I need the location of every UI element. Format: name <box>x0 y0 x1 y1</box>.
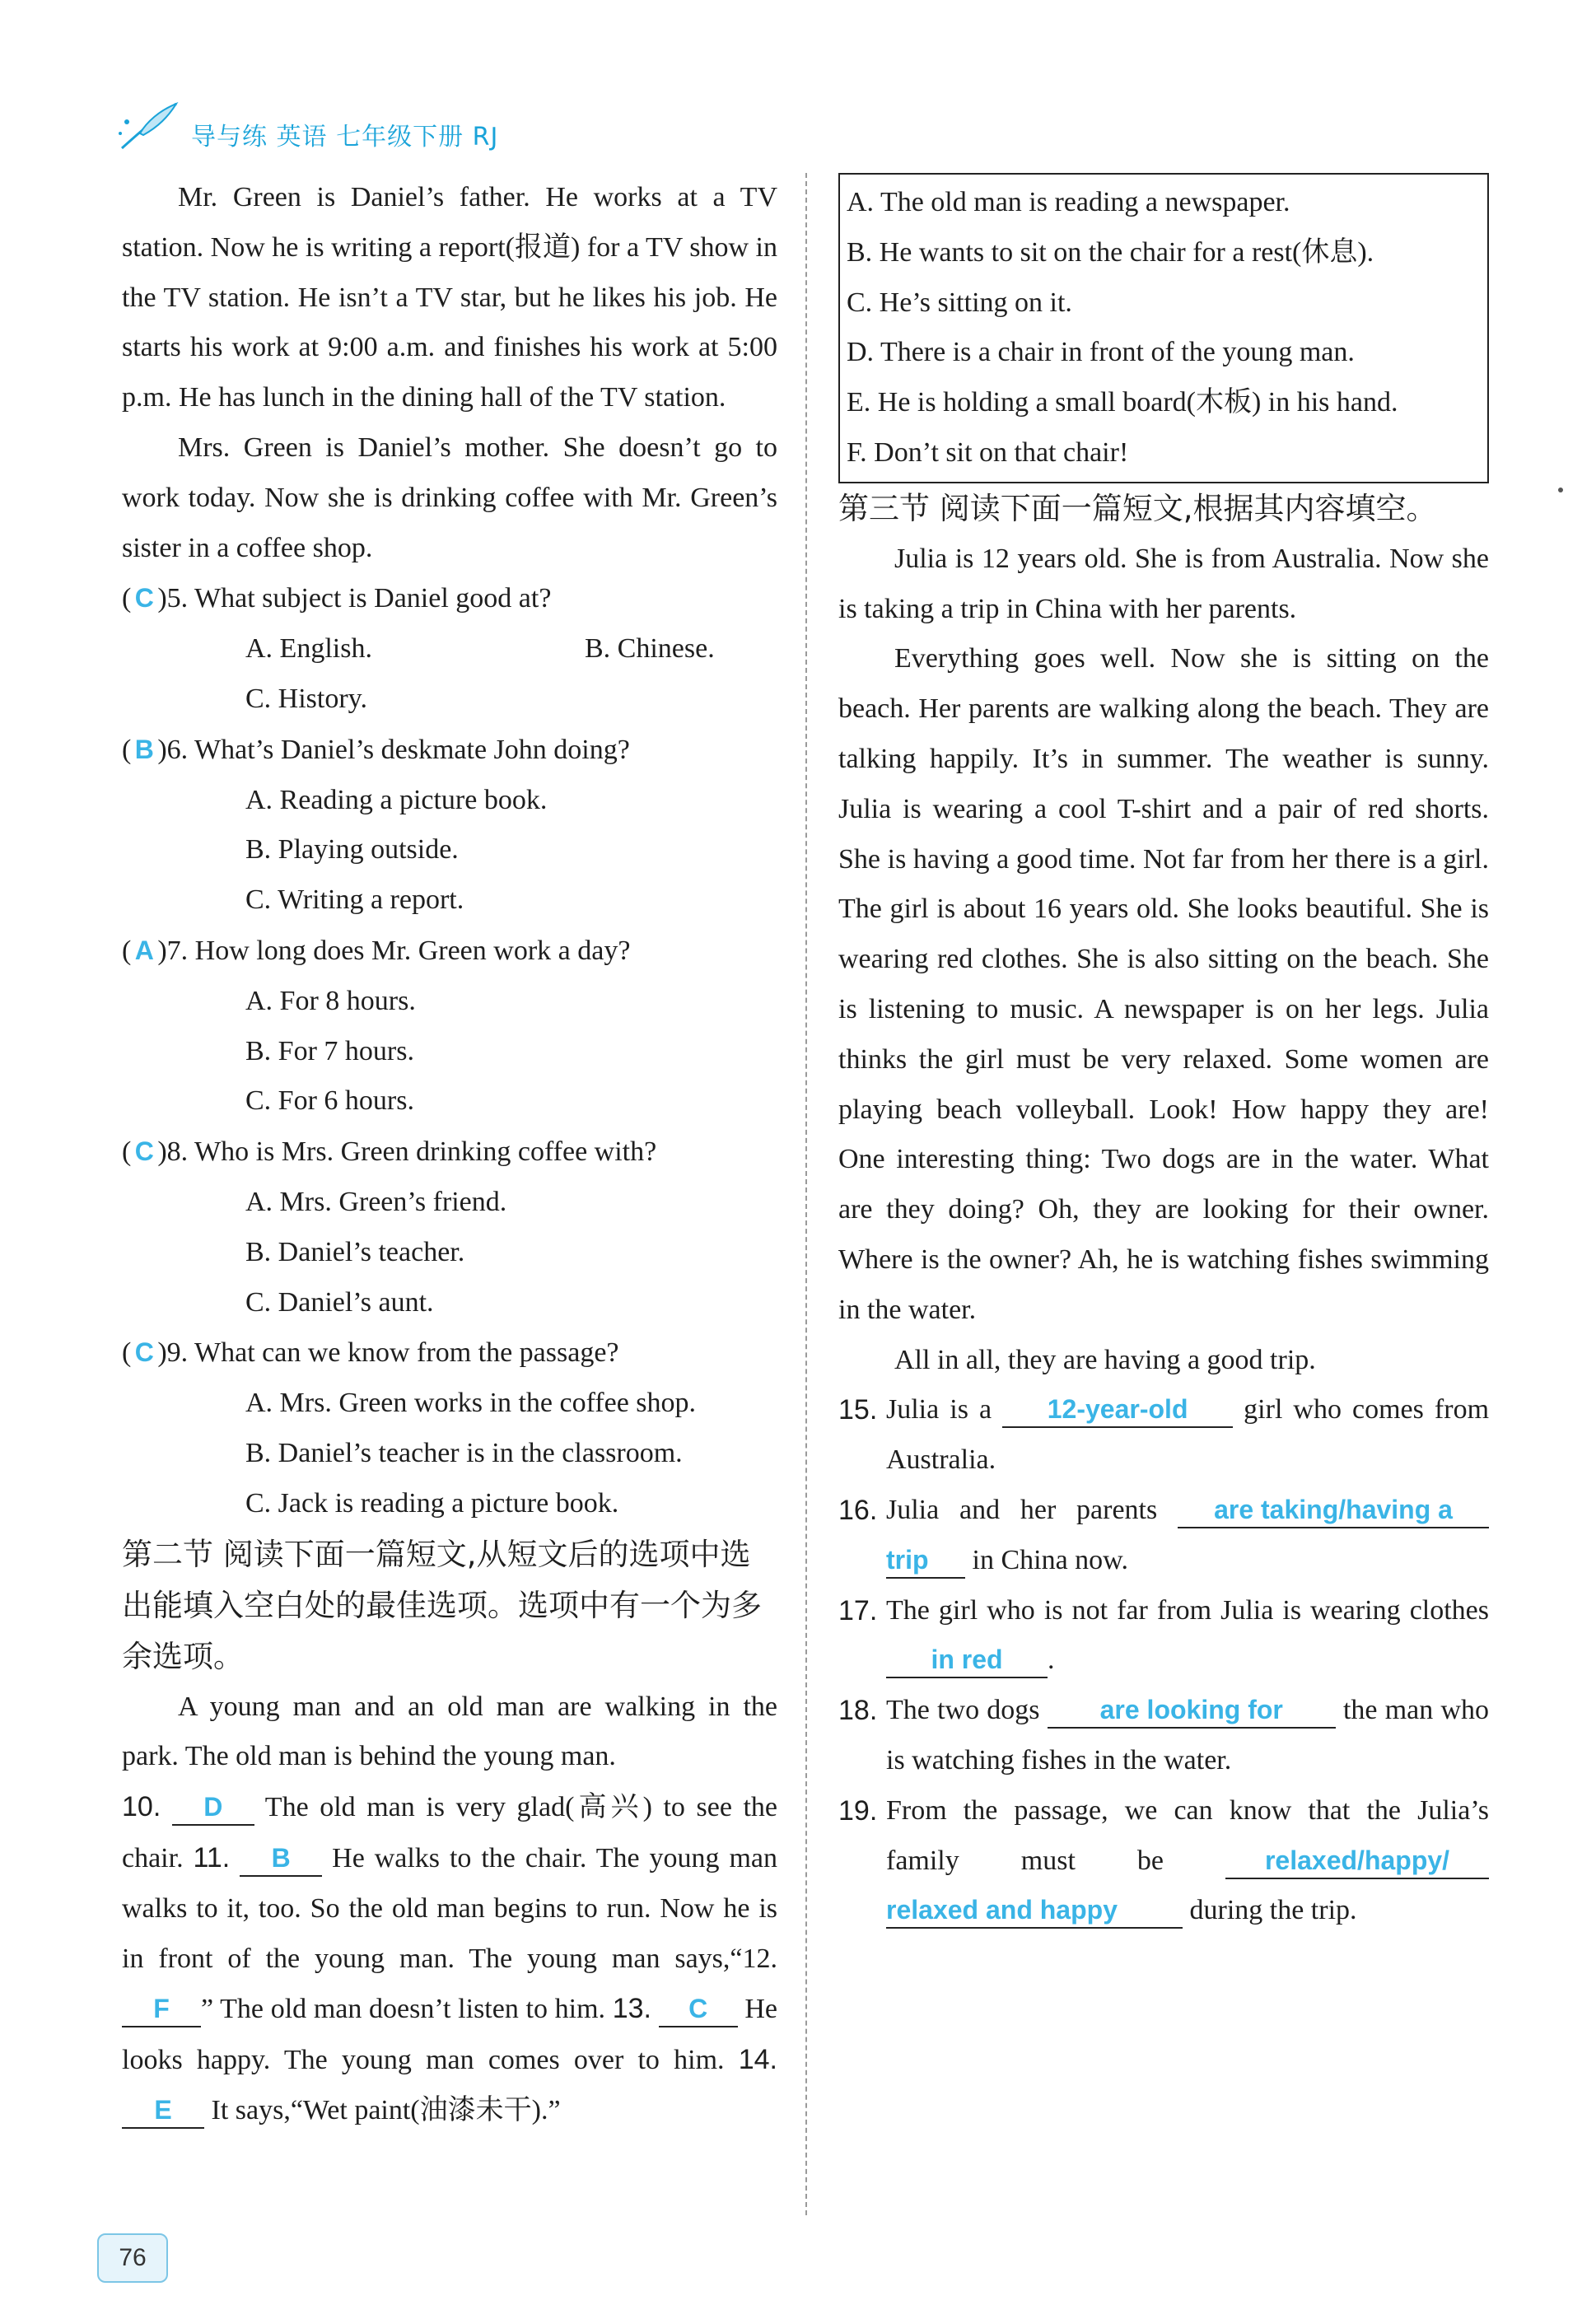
answer-blank: D <box>172 1790 254 1826</box>
question-7: ( A )7. How long does Mr. Green work a day? <box>122 926 777 977</box>
answer-blank: are looking for <box>1048 1693 1336 1729</box>
answer-blank: C <box>659 1992 738 2027</box>
option: A. For 8 hours. <box>245 985 416 1016</box>
answer-blank: F <box>122 1992 201 2027</box>
answer-blank: relaxed and happy <box>886 1893 1183 1929</box>
question-9: ( C )9. What can we know from the passage? <box>122 1327 777 1379</box>
option: B. He wants to sit on the chair for a rest(休息). <box>847 236 1374 268</box>
options-box <box>838 173 1489 483</box>
margin-dot <box>1558 488 1563 492</box>
option: D. There is a chair in front of the young man. <box>847 337 1355 368</box>
question-17: 17. The girl who is not far from Julia is wearing clothes in red . <box>838 1586 1489 1687</box>
option: C. History. <box>245 683 367 714</box>
section-3-heading: 第三节 阅读下面一篇短文,根据其内容填空。 <box>838 490 1437 526</box>
option: A. Mrs. Green works in the coffee shop. <box>245 1388 697 1419</box>
option: B. Daniel’s teacher. <box>245 1236 465 1267</box>
option: C. He’s sitting on it. <box>847 287 1072 318</box>
question-15: 15. Julia is a 12-year-old girl who comes from Australia. <box>838 1394 1490 1476</box>
answer-mark: A <box>134 935 154 965</box>
question-8: ( C )8. Who is Mrs. Green drinking coffee with? <box>122 1127 777 1178</box>
answer-mark: B <box>134 734 154 764</box>
answer-mark: C <box>134 1136 154 1167</box>
question-6: ( B )6. What’s Daniel’s deskmate John doing? <box>122 725 777 776</box>
section-2-heading: 第二节 阅读下面一篇短文,从短文后的选项中选出能填入空白处的最佳选项。选项中有一个为多余选项。 <box>122 1536 762 1674</box>
question-16: 16. Julia and her parents are taking/having a trip in China now. <box>838 1486 1489 1586</box>
options-row: A. English. B. Chinese. <box>245 633 715 665</box>
option: C. Jack is reading a picture book. <box>245 1487 619 1519</box>
option: A. Mrs. Green’s friend. <box>245 1186 507 1217</box>
answer-blank: trip <box>886 1543 965 1579</box>
answer-blank: 12-year-old <box>1002 1393 1233 1428</box>
header-title: 导与练 英语 七年级下册 RJ <box>191 123 499 152</box>
left-column <box>122 173 777 2136</box>
option: B. Daniel’s teacher is in the classroom. <box>245 1437 683 1468</box>
option: C. Writing a report. <box>245 884 464 916</box>
option: E. He is holding a small board(木板) in his hand. <box>847 387 1398 418</box>
column-divider <box>805 173 807 2215</box>
page-number: 76 <box>97 2233 168 2283</box>
passage-paragraph: Mrs. Green is Daniel’s mother. She doesn’t go to work today. Now she is drinking coffee with Mr. Green’s sister in a coffee shop. <box>122 432 777 563</box>
answer-blank: in red <box>886 1643 1048 1678</box>
passage-paragraph: Mr. Green is Daniel’s father. He works at a TV station. Now he is writing a report(报道) for a TV show in the TV station. He isn’t a TV star, but he likes his job. He starts his work at 9:00 a.m. and finishes his work at 5:00 p.m. He has lunch in the dining hall of the TV station. <box>122 182 777 413</box>
option: B. Playing outside. <box>245 834 459 866</box>
answer-mark: C <box>134 583 154 614</box>
answer-blank: are taking/having a <box>1178 1493 1489 1528</box>
answer-blank: relaxed/happy/ <box>1225 1844 1489 1879</box>
option: C. For 6 hours. <box>245 1085 414 1117</box>
question-19: 19. From the passage, we can know that the Julia’s family must be relaxed/happy/ relaxed and happy during the trip. <box>838 1786 1489 1936</box>
passage-paragraph: Julia is 12 years old. She is from Australia. Now she is taking a trip in China with her parents. <box>838 543 1489 624</box>
question-18: 18. The two dogs are looking for the man who is watching fishes in the water. <box>838 1695 1490 1775</box>
answer-mark: C <box>134 1337 154 1368</box>
right-column <box>838 173 1489 1936</box>
question-5: ( C )5. What subject is Daniel good at? <box>122 573 777 624</box>
answer-blank: B <box>240 1841 322 1877</box>
cloze-text: 10. D The old man is very glad(高兴) to see the chair. 11. B He walks to the chair. The young man walks to it, too. So the old man begins to run. Now he is in front of the young man. The young man says,“12. F ” The old man doesn’t listen to him. 13. C He looks happy. The young man comes over to him. 14. E It says,“Wet paint(油漆未干).” <box>122 1782 777 2136</box>
option: F. Don’t sit on that chair! <box>847 436 1129 468</box>
option: A. The old man is reading a newspaper. <box>847 187 1290 217</box>
passage-paragraph: A young man and an old man are walking in the park. The old man is behind the young man. <box>122 1691 777 1772</box>
answer-blank: E <box>122 2093 204 2129</box>
option: C. Daniel’s aunt. <box>245 1286 434 1318</box>
option: A. Reading a picture book. <box>245 784 548 815</box>
passage-paragraph: All in all, they are having a good trip. <box>894 1344 1316 1375</box>
page-header <box>115 114 498 155</box>
option: B. For 7 hours. <box>245 1035 414 1066</box>
passage-paragraph: Everything goes well. Now she is sitting on the beach. Her parents are walking along the beach. They are talking happily. It’s in summer. The weather is sunny. Julia is wearing a cool T-shirt and a pair of red shorts. She is having a good time. Not far from her there is a girl. The girl is about 16 years old. She looks beautiful. She is wearing red clothes. She is also sitting on the beach. She is listening to music. A newspaper is on her legs. Julia thinks the girl must be very relaxed. Some women are playing beach volleyball. Look! How happy they are! One interesting thing: Two dogs are in the water. What are they doing? Oh, they are looking for their owner. Where is the owner? Ah, he is watching fishes swimming in the water. <box>838 643 1489 1325</box>
